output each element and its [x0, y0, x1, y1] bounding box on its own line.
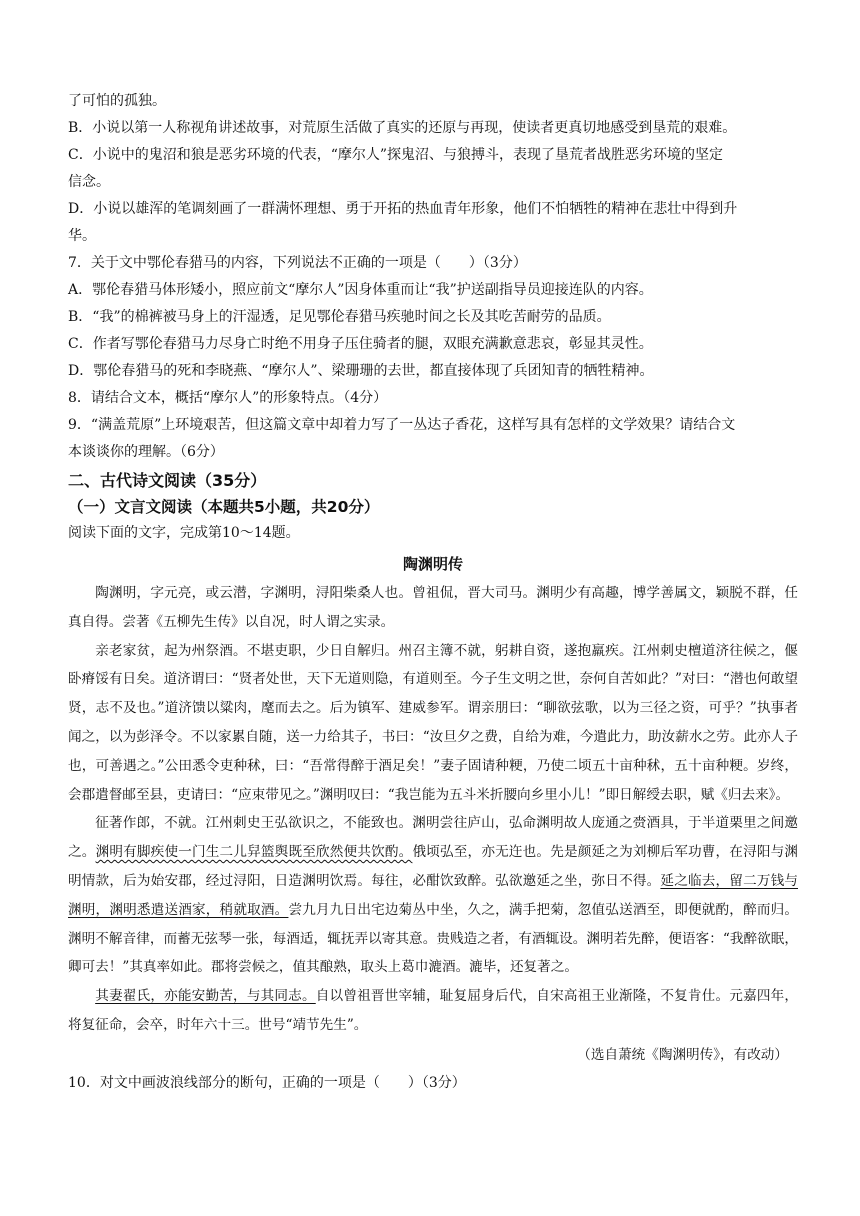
q6-option-d-line2: 华。 [68, 228, 96, 244]
p4-text: 自以曾祖晋世宰辅，耻复屈身后代，自宋高祖王业渐隆，不复肯仕。元嘉四年，将复征命，会卒，时年六十三。世号“靖节先生”。 [68, 988, 799, 1033]
underlined-sentence-1: 延之临去，留二万钱与渊明，渊明悉遣送酒家，稍就取酒。 [68, 872, 799, 918]
q10-stem: 10．对文中画波浪线部分的断句，正确的一项是（ ）（3分） [68, 1074, 466, 1091]
subsection-heading-prose: （一）文言文阅读（本题共5小题，共20分） [68, 498, 380, 516]
section-heading-classical: 二、古代诗文阅读（35分） [68, 471, 267, 490]
q7-option-a: A．鄂伦春猎马体形矮小，照应前文“摩尔人”因身体重而让“我”护送副指导员迎接连队的内容。 [68, 282, 653, 298]
q8-stem: 8．请结合文本，概括“摩尔人”的形象特点。（4分） [68, 390, 388, 406]
p3-text-3: 尝九月九日出宅边菊丛中坐，久之，满手把菊，忽值弘送酒至，即便就酌，醉而归。渊明不解音律，而蓄无弦琴一张，每酒适，辄抚弄以寄其意。贵贱造之者，有酒辄设。渊明若先醉，便语客：“我醉欲眠，卿可去！”其真率如此。郡将尝候之，值其酿熟，取头上葛巾漉酒。漉毕，还复著之。 [68, 901, 799, 976]
reading-instruction: 阅读下面的文字，完成第10～14题。 [68, 525, 300, 541]
underlined-sentence-2: 其妻翟氏，亦能安勤苦，与其同志。 [95, 988, 316, 1005]
passage-title: 陶渊明传 [402, 555, 463, 573]
q6-option-d-line1: D．小说以雄浑的笔调刻画了一群满怀理想、勇于开拓的热血青年形象，他们不怕牺牲的精神在悲壮中得到升 [68, 201, 738, 217]
q6-option-b: B．小说以第一人称视角讲述故事，对荒原生活做了真实的还原与再现，使读者更真切地感受到垦荒的艰难。 [68, 120, 737, 136]
q7-option-b: B．“我”的棉裤被马身上的汗湿透，足见鄂伦春猎马疾驰时间之长及其吃苦耐劳的品质。 [68, 309, 611, 325]
passage-paragraph-2: 亲老家贫，起为州祭酒。不堪吏职，少日自解归。州召主簿不就，躬耕自资，遂抱羸疾。江州刺史檀道济往候之，偃卧瘠馁有日矣。道济谓曰：“贤者处世，天下无道则隐，有道则至。今子生文明之世，奈何自苦如此？”对曰：“潜也何敢望贤，志不及也。”道济馈以粱肉，麾而去之。后为镇军、建威参军。谓亲朋曰：“聊欲弦歌，以为三径之资，可乎？”执事者闻之，以为彭泽令。不以家累自随，送一力给其子，书曰：“汝旦夕之费，自给为难，今遣此力，助汝薪水之劳。此亦人子也，可善遇之。”公田悉令吏种秫，曰：“吾常得醉于酒足矣！”妻子固请种粳，乃使二顷五十亩种秫，五十亩种粳。岁终，会郡遣督邮至县，吏请曰：“应束带见之。”渊明叹曰：“我岂能为五斗米折腰向乡里小儿！”即日解绶去职，赋《归去来》。 [68, 642, 798, 803]
q6-option-a-tail: 了可怕的孤独。 [68, 93, 166, 109]
q7-option-d: D．鄂伦春猎马的死和李晓燕、“摩尔人”、梁珊珊的去世，都直接体现了兵团知青的牺牲精神。 [68, 363, 654, 379]
p3-text-2: 俄顷弘至，亦无迕也。先是颜延之为刘柳后军功曹，在浔阳与渊明情款，后为始安郡，经过浔阳，日造渊明饮焉。每往，必酣饮致醉。弘欲邀延之坐，弥日不得。 [68, 844, 799, 889]
q9-stem-line2: 本谈谈你的理解。（6分） [68, 444, 224, 460]
q9-stem-line1: 9．“满盖荒原”上环境艰苦，但这篇文章中却着力写了一丛达子香花，这样写具有怎样的文学效果？请结合文 [68, 417, 736, 433]
q6-option-c-line1: C．小说中的鬼沼和狼是恶劣环境的代表，“摩尔人”探鬼沼、与狼搏斗，表现了垦荒者战胜恶劣环境的坚定 [68, 147, 724, 163]
passage-paragraph-3 [68, 809, 798, 982]
q7-stem: 7．关于文中鄂伦春猎马的内容，下列说法不正确的一项是（ ）（3分） [68, 255, 527, 271]
passage-paragraph-4 [68, 982, 798, 1040]
q7-option-c: C．作者写鄂伦春猎马力尽身亡时绝不用身子压住骑者的腿，双眼充满歉意悲哀，彰显其灵性。 [68, 336, 653, 352]
passage-paragraph-1: 陶渊明，字元亮，或云潜，字渊明，浔阳柴桑人也。曾祖侃，晋大司马。渊明少有高趣，博学善属文，颖脱不群，任真自得。尝著《五柳先生传》以自况，时人谓之实录。 [68, 585, 798, 630]
p3-text-1: 征著作郎，不就。江州刺史王弘欲识之，不能致也。渊明尝往庐山，弘命渊明故人庞通之赍酒具，于半道栗里之间邀之。 [68, 815, 798, 861]
q6-option-c-line2: 信念。 [68, 174, 110, 190]
exam-page [68, 88, 798, 1097]
wavy-underlined-sentence: 渊明有脚疾使一门生二儿舁篮舆既至欣然便共饮酌。 [95, 844, 413, 861]
passage-source: （选自萧统《陶渊明传》，有改动） [577, 1046, 788, 1063]
